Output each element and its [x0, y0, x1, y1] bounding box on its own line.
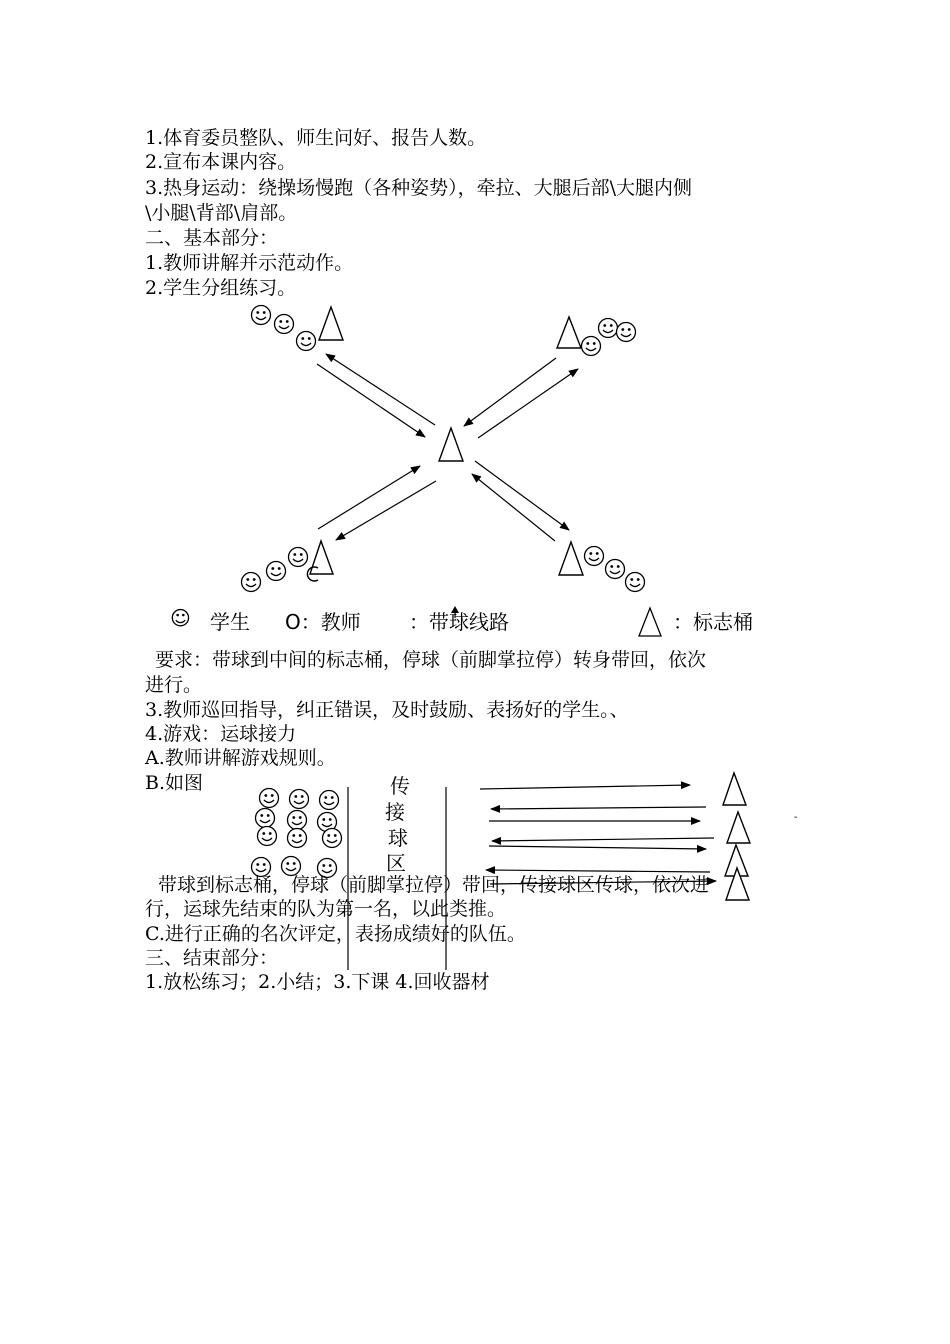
smiley-face-icon [288, 811, 307, 830]
text-line-6: 1.教师讲解并示范动作。 [145, 252, 354, 274]
smiley-face-icon [258, 827, 277, 846]
text-line-10: 3.教师巡回指导，纠正错误，及时鼓励、表扬好的学生。、 [145, 699, 629, 721]
smiley-face-icon [599, 319, 618, 338]
text-line-2: 2.宣布本课内容。 [145, 151, 297, 173]
double-arrow-icon [492, 838, 714, 841]
smiley-face-icon [267, 562, 286, 581]
double-arrow-icon [326, 354, 435, 425]
triangle-cone-icon [727, 812, 750, 843]
zone-label-char: 区 [386, 851, 406, 875]
text-line-18: 1.放松练习；2.小结；3.下课 4.回收器材 [145, 971, 490, 993]
smiley-face-icon [582, 337, 601, 356]
text-line-8: 要求：带球到中间的标志桶，停球（前脚掌拉停）转身带回，依次 [155, 649, 707, 671]
triangle-cone-icon [439, 428, 463, 461]
smiley-face-icon [289, 548, 308, 567]
smiley-face-icon [323, 829, 342, 848]
smiley-face-icon [260, 789, 279, 808]
smiley-face-icon [585, 547, 604, 566]
triangle-cone-icon [639, 608, 661, 636]
text-line-12: A.教师讲解游戏规则。 [145, 747, 336, 769]
triangle-cone-icon [723, 773, 746, 805]
zone-label-char: 传 [390, 774, 410, 798]
double-arrow-icon [489, 846, 706, 849]
double-arrow-icon [491, 807, 706, 809]
legend-route: ：带球线路 [409, 610, 509, 634]
double-arrow-icon [318, 466, 420, 529]
smiley-face-icon [256, 809, 275, 828]
smiley-face-icon [606, 560, 625, 579]
double-arrow-icon [317, 364, 425, 437]
smiley-face-icon [297, 332, 316, 351]
text-line-11: 4.游戏：运球接力 [145, 723, 297, 745]
triangle-cone-icon [559, 542, 583, 575]
text-line-13: B.如图 [145, 772, 204, 794]
legend-cone: ：标志桶 [673, 610, 753, 634]
section-heading-basic: 二、基本部分： [145, 227, 279, 249]
legend-student-icon: ☺ [170, 606, 191, 630]
text-line-16: C.进行正确的名次评定，表扬成绩好的队伍。 [145, 923, 526, 945]
double-arrow-icon [480, 785, 690, 789]
triangle-cone-icon [319, 307, 343, 340]
text-line-7: 2.学生分组练习。 [145, 277, 297, 299]
smiley-face-icon [290, 790, 309, 809]
legend-teacher: O：教师 [285, 610, 361, 634]
double-arrow-icon [475, 461, 569, 530]
smiley-face-icon [275, 315, 294, 334]
smiley-face-icon [242, 573, 261, 592]
double-arrow-icon [336, 481, 436, 540]
smiley-face-icon [320, 791, 339, 810]
smiley-face-icon [626, 573, 645, 592]
zone-label-char: 球 [388, 826, 408, 850]
smiley-face-icon [252, 306, 271, 325]
text-line-9: 进行。 [145, 674, 203, 696]
double-arrow-icon [486, 870, 710, 872]
text-line-4: \小腿\背部\肩部。 [145, 202, 298, 224]
text-line-1: 1.体育委员整队、师生问好、报告人数。 [145, 127, 487, 149]
section-heading-end: 三、结束部分： [145, 947, 279, 969]
text-line-14: 带球到标志桶，停球（前脚掌拉停）带回，传接球区传球，依次进 [158, 874, 710, 896]
zone-label-char: 接 [385, 800, 405, 824]
text-line-3: 3.热身运动：绕操场慢跑（各种姿势），牵拉、大腿后部\大腿内侧 [145, 177, 693, 199]
stray-mark: - [794, 812, 798, 823]
triangle-cone-icon [310, 541, 333, 574]
text-line-15: 行，运球先结束的队为第一名，以此类推。 [145, 898, 507, 920]
smiley-face-icon [288, 829, 307, 848]
legend-student: 学生 [210, 610, 250, 634]
triangle-cone-icon [557, 317, 581, 348]
double-arrow-icon [472, 474, 555, 541]
smiley-face-icon [617, 323, 636, 342]
